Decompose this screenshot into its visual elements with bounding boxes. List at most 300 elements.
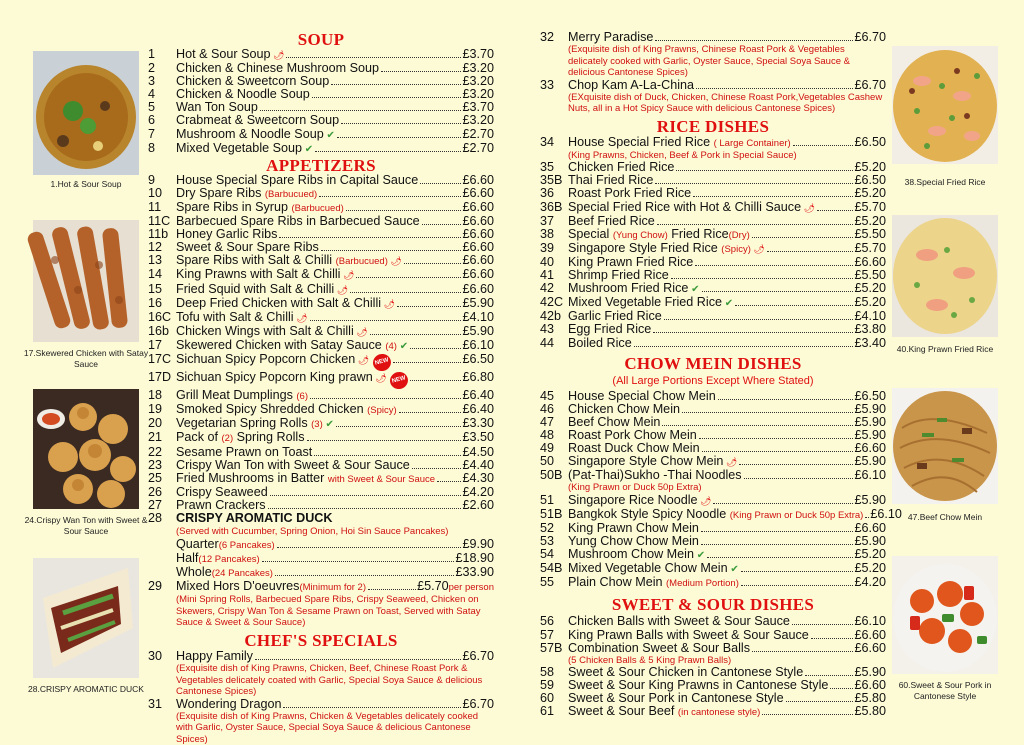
item-name	[568, 494, 711, 508]
vegetarian-leaf-icon: ✔	[323, 129, 335, 141]
item-name-text: Beef Chow Mein	[568, 414, 661, 429]
appetizer-item-14[interactable]	[148, 268, 494, 282]
leader-dots	[793, 145, 854, 146]
item-price: £5.80	[854, 691, 886, 706]
item-name-text: Wan Ton Soup	[176, 100, 258, 115]
leader-dots	[695, 265, 853, 266]
item-price: £6.60	[854, 627, 886, 642]
item-row	[540, 506, 902, 522]
duck-option-text: Quarter	[176, 537, 219, 552]
leader-dots	[314, 455, 461, 456]
section-title-appetizers: APPETIZERS	[266, 155, 376, 175]
appetizer-item-19[interactable]	[148, 403, 494, 417]
item-number: 32	[540, 30, 555, 44]
chefs-item-30[interactable]	[148, 650, 494, 698]
item-name-text: King Prawn Chow Mein	[568, 520, 699, 535]
item-name	[176, 417, 334, 431]
item-price: £6.60	[854, 440, 886, 455]
leader-dots	[713, 503, 853, 504]
item-number: 61	[540, 704, 555, 719]
item-row	[540, 242, 886, 256]
item-name	[568, 201, 815, 215]
caption-special-fried-rice: 38.Special Fried Rice	[904, 177, 986, 187]
item-price: £6.70	[854, 30, 886, 44]
item-price: £6.50	[854, 173, 886, 188]
item-name-text: House Special Spare Ribs in Capital Sauce	[176, 172, 419, 187]
leader-dots	[397, 306, 461, 307]
hors-item[interactable]	[148, 580, 494, 629]
leader-dots	[255, 659, 462, 660]
item-note: (2)	[221, 433, 234, 445]
soup-item-1[interactable]	[148, 48, 494, 62]
item-name-text: House Special Fried Rice	[568, 134, 711, 149]
soup-item-7[interactable]	[148, 128, 494, 142]
item-name-text: Grill Meat Dumplings	[176, 388, 293, 403]
item-name	[176, 353, 391, 371]
item-price: £4.40	[462, 457, 494, 472]
appetizer-item-17C[interactable]	[148, 353, 494, 371]
section-title-soup: SOUP	[297, 30, 345, 49]
item-row	[148, 187, 494, 201]
item-number: 20	[148, 416, 163, 431]
left-column	[148, 28, 494, 745]
item-name	[176, 201, 344, 215]
rice-item-38[interactable]	[540, 228, 886, 242]
item-name	[176, 187, 317, 201]
item-name-text: Barbecued Spare Ribs in Barbecued Sauce	[176, 214, 420, 229]
leader-dots	[422, 224, 462, 225]
item-name-text: Mixed Vegetable Fried Rice	[568, 295, 723, 310]
leader-dots	[744, 478, 854, 479]
item-name	[176, 371, 408, 389]
item-number: 6	[148, 113, 156, 128]
appetizer-item-10[interactable]	[148, 187, 494, 201]
item-name-text: Skewered Chicken with Satay Sauce	[176, 337, 382, 352]
item-number: 16	[148, 295, 163, 310]
caption-crispy-duck: 28.CRISPY AROMATIC DUCK	[28, 684, 144, 694]
item-price: £6.60	[854, 678, 886, 693]
caption-beef-chow-mein: 47.Beef Chow Mein	[907, 512, 983, 522]
chow-mein-item-51[interactable]	[540, 494, 886, 508]
leader-dots	[655, 183, 853, 184]
item-number: 4	[148, 87, 156, 102]
item-name-text: Beef Fried Rice	[568, 213, 655, 228]
item-number: 50B	[540, 468, 563, 483]
item-number: 13	[148, 253, 163, 268]
item-name-text: Spare Ribs in Syrup	[176, 199, 288, 214]
item-name-text: Combination Sweet & Sour Balls	[568, 640, 751, 655]
item-number: 40	[540, 254, 555, 269]
item-price: £4.30	[462, 470, 494, 485]
leader-dots	[412, 468, 462, 469]
appetizer-item-15[interactable]	[148, 283, 494, 297]
item-price: £5.50	[854, 226, 886, 241]
chefs-item-33[interactable]	[540, 79, 886, 115]
rice-item-34[interactable]	[540, 136, 886, 162]
section-title-chefs: CHEF'S SPECIALS	[244, 630, 398, 650]
item-price: £5.20	[854, 213, 886, 228]
item-row	[540, 282, 886, 296]
item-number: 58	[540, 665, 555, 680]
item-number: 51	[540, 492, 555, 507]
item-description: (5 Chicken Balls & 5 King Prawn Balls)	[568, 654, 732, 666]
chefs-list-right	[540, 31, 886, 115]
item-number: 12	[148, 240, 163, 255]
leader-dots	[393, 362, 462, 363]
price-note: per person	[448, 582, 494, 594]
item-note: (Spicy)	[367, 405, 397, 417]
leader-dots	[350, 292, 461, 293]
item-number: 42C	[540, 295, 564, 310]
item-row	[148, 371, 494, 389]
leader-dots	[786, 701, 854, 702]
leader-dots	[310, 320, 462, 321]
duck-option-text: Whole	[176, 565, 212, 580]
leader-dots	[735, 305, 853, 306]
leader-dots	[337, 137, 462, 138]
item-price: £5.20	[854, 281, 886, 296]
item-number: 57B	[540, 640, 563, 655]
item-row	[540, 548, 886, 562]
item-number: 35B	[540, 173, 563, 188]
item-note: (Medium Portion)	[666, 578, 739, 590]
item-name-text: Singapore Style Chow Mein	[568, 454, 724, 469]
item-row	[148, 353, 494, 371]
duck-option-row[interactable]	[148, 566, 494, 580]
item-number: 55	[540, 575, 555, 590]
item-price: £6.60	[462, 185, 494, 200]
chow-mein-item-50[interactable]	[540, 455, 886, 469]
item-price: £5.20	[854, 295, 886, 310]
chow-mein-item-50B[interactable]	[540, 469, 886, 494]
duck-option-row[interactable]	[148, 552, 494, 566]
item-price: £5.90	[854, 401, 886, 416]
leader-dots	[279, 237, 461, 238]
appetizer-item-21[interactable]	[148, 431, 494, 445]
duck-option-label	[176, 552, 260, 566]
item-name-text: Sichuan Spicy Popcorn King prawn	[176, 370, 373, 385]
caption-crispy-wan-ton: 24.Crispy Wan Ton with Sweet & Sour Sauce	[24, 515, 148, 536]
chili-icon: 🌶	[372, 373, 387, 384]
item-number: 36B	[540, 199, 563, 214]
item-name-text: Egg Fried Rice	[568, 322, 652, 337]
appetizer-item-16[interactable]	[148, 297, 494, 311]
item-price: £5.20	[854, 160, 886, 175]
appetizer-item-25[interactable]	[148, 472, 494, 486]
item-number: 37	[540, 213, 555, 228]
item-price: £6.60	[854, 254, 886, 269]
item-number: 39	[540, 240, 555, 255]
item-row	[540, 562, 886, 576]
item-name	[568, 642, 750, 655]
item-price: £6.50	[854, 134, 886, 149]
item-number: 43	[540, 322, 555, 337]
item-name-text: Prawn Crackers	[176, 497, 266, 512]
item-price: £3.70	[462, 100, 494, 115]
item-number: 29	[148, 579, 163, 594]
item-row	[148, 283, 494, 297]
item-number: 9	[148, 172, 156, 187]
item-price: £6.60	[462, 227, 494, 242]
duck-option-note: (6 Pancakes)	[218, 540, 275, 552]
duck-option-price: £9.90	[462, 537, 494, 552]
rice-item-44[interactable]	[540, 337, 886, 350]
item-price: £6.40	[462, 402, 494, 417]
item-number: 33	[540, 77, 555, 92]
item-price: £3.20	[462, 61, 494, 76]
leader-dots	[671, 278, 854, 279]
chow-mein-item-51B[interactable]	[540, 506, 902, 522]
item-price: £5.20	[854, 547, 886, 562]
appetizer-item-13[interactable]	[148, 254, 494, 268]
item-name	[568, 228, 750, 242]
chili-icon: 🌶	[801, 202, 816, 213]
item-number: 56	[540, 614, 555, 629]
sweet-sour-item-61[interactable]	[540, 705, 886, 719]
item-number: 8	[148, 140, 156, 155]
chili-icon: 🌶	[750, 243, 765, 254]
item-number: 17	[148, 337, 163, 352]
leader-dots	[699, 438, 854, 439]
leader-dots	[307, 440, 462, 441]
item-price: £3.30	[462, 416, 494, 431]
item-name-text: Thai Fried Rice	[568, 173, 654, 188]
item-name-text: Crispy Seaweed	[176, 484, 268, 499]
item-name-text: Vegetarian Spring Rolls	[176, 416, 308, 431]
chow-mein-item-54B[interactable]	[540, 562, 886, 576]
item-number: 48	[540, 427, 555, 442]
item-price: £3.20	[462, 87, 494, 102]
item-name	[176, 268, 354, 282]
leader-dots	[310, 398, 461, 399]
leader-dots	[693, 196, 853, 197]
item-price: £4.20	[854, 575, 886, 590]
item-name-text: Fried Mushrooms in Batter	[176, 470, 325, 485]
item-name-text: Roast Duck Chow Mein	[568, 440, 700, 455]
leader-dots	[657, 224, 854, 225]
item-number: 35	[540, 160, 555, 175]
item-number: 27	[148, 497, 163, 512]
section-title-chow-mein: CHOW MEIN DISHES	[624, 353, 802, 373]
leader-dots	[315, 151, 461, 152]
item-note: (Yung Chow)	[612, 229, 668, 241]
chefs-item-32[interactable]	[540, 31, 886, 79]
item-price: £6.10	[854, 614, 886, 629]
item-row	[148, 417, 494, 431]
item-name-text: Mixed Vegetable Soup	[176, 140, 303, 155]
item-name	[568, 548, 705, 562]
item-number: 7	[148, 126, 156, 141]
leader-dots	[676, 170, 853, 171]
item-name-text: Chicken Fried Rice	[568, 160, 675, 175]
item-price: £6.70	[462, 648, 494, 663]
item-row	[148, 297, 494, 311]
leader-dots	[262, 561, 455, 562]
appetizer-item-18[interactable]	[148, 389, 494, 403]
item-name-text: Happy Family	[176, 648, 253, 663]
item-number: 17D	[148, 370, 172, 385]
leader-dots	[701, 531, 854, 532]
item-price: £2.70	[462, 126, 494, 141]
leader-dots	[830, 688, 853, 689]
leader-dots	[437, 481, 461, 482]
leader-dots	[370, 334, 462, 335]
item-name-text: Merry Paradise	[568, 30, 654, 44]
item-number: 1	[148, 47, 156, 61]
item-name	[568, 136, 791, 150]
item-name	[568, 79, 694, 92]
item-row	[540, 455, 886, 469]
item-row	[148, 403, 494, 417]
leader-dots	[682, 412, 853, 413]
item-number: 18	[148, 388, 163, 403]
item-name-text: Sweet & Sour Chicken in Cantonese Style	[568, 665, 804, 680]
duck-options	[148, 538, 494, 580]
item-number: 3	[148, 74, 156, 89]
item-price: £6.60	[462, 199, 494, 214]
appetizer-item-17D[interactable]	[148, 371, 494, 389]
item-row	[540, 79, 886, 92]
rice-item-42[interactable]	[540, 282, 886, 296]
item-number: 54B	[540, 561, 563, 576]
item-number: 23	[148, 457, 163, 472]
leader-dots	[767, 251, 854, 252]
item-number: 16C	[148, 309, 172, 324]
appetizer-item-11[interactable]	[148, 201, 494, 215]
item-name	[568, 282, 700, 296]
rice-item-42C[interactable]	[540, 296, 886, 310]
leader-dots	[321, 250, 462, 251]
item-name-text: Mushroom & Noodle Soup	[176, 126, 324, 141]
item-price: £6.70	[854, 77, 886, 92]
item-name-text: King Prawn Balls with Sweet & Sour Sauce	[568, 627, 809, 642]
soup-item-8[interactable]	[148, 142, 494, 156]
item-number: 15	[148, 281, 163, 296]
item-price: £6.10	[854, 468, 886, 483]
appetizer-item-16C[interactable]	[148, 311, 494, 325]
appetizer-item-16b[interactable]	[148, 325, 494, 339]
chow-mein-list	[540, 388, 902, 591]
leader-dots	[664, 319, 854, 320]
item-name-text: Roast Pork Chow Mein	[568, 427, 697, 442]
item-description: (Served with Cucumber, Spring Onion, Hoi Sin Sauce Pancakes)	[176, 526, 449, 538]
item-name-text: Tofu with Salt & Chilli	[176, 309, 294, 324]
item-price: £5.70	[854, 240, 886, 255]
item-row	[148, 142, 494, 156]
sweet-sour-item-57B[interactable]	[540, 642, 886, 667]
leader-dots	[741, 585, 854, 586]
item-price: £3.20	[462, 74, 494, 89]
item-number: 10	[148, 185, 163, 200]
chow-mein-item-54[interactable]	[540, 548, 886, 562]
item-price: £6.80	[462, 370, 494, 385]
item-row	[540, 705, 886, 719]
photo-crispy-wan-ton	[33, 389, 139, 509]
item-price: £6.60	[462, 267, 494, 282]
chefs-item-31[interactable]	[148, 698, 494, 745]
item-name-text: Sweet & Sour Beef	[568, 704, 675, 719]
item-number: 42	[540, 281, 555, 296]
chow-mein-item-55[interactable]	[540, 576, 886, 590]
item-row	[148, 268, 494, 282]
item-price: £5.70	[417, 579, 449, 594]
item-name-text: Spare Ribs with Salt & Chilli	[176, 253, 333, 268]
item-price: £6.50	[462, 351, 494, 366]
leader-dots	[356, 277, 461, 278]
duck-option-note: (12 Pancakes)	[198, 554, 260, 566]
item-name-text: (Pat-Thai)Sukho -Thai Noodles	[568, 468, 742, 483]
item-number: 44	[540, 335, 555, 350]
new-badge: NEW	[371, 352, 393, 373]
item-name	[176, 128, 335, 142]
item-name	[176, 650, 253, 663]
leader-dots	[336, 426, 462, 427]
item-name	[176, 403, 397, 417]
item-number: 47	[540, 414, 555, 429]
item-price: £6.60	[854, 640, 886, 655]
duck-item[interactable]	[148, 512, 494, 580]
chili-icon: 🌶	[340, 270, 355, 281]
item-description: (King Prawns, Chicken, Beef & Pork in Special Sauce)	[568, 149, 797, 161]
item-name	[176, 297, 395, 311]
section-title-rice: RICE DISHES	[656, 116, 770, 136]
rice-item-36B[interactable]	[540, 201, 886, 215]
item-name: CRISPY AROMATIC DUCK	[176, 511, 333, 525]
leader-dots	[718, 399, 854, 400]
leader-dots	[260, 110, 462, 111]
item-number: 28	[148, 511, 163, 525]
item-name-text: Fried Squid with Salt & Chilli	[176, 281, 335, 296]
rice-item-39[interactable]	[540, 242, 886, 256]
item-number: 49	[540, 440, 555, 455]
item-number: 41	[540, 268, 555, 283]
item-price: £4.10	[462, 309, 494, 324]
item-row	[540, 494, 886, 508]
item-price: £5.50	[854, 268, 886, 283]
item-row	[148, 311, 494, 325]
leader-dots	[752, 651, 853, 652]
leader-dots	[762, 714, 853, 715]
leader-dots	[410, 380, 461, 381]
item-name	[176, 389, 308, 403]
item-row	[148, 650, 494, 663]
item-row	[148, 698, 494, 711]
item-number: 2	[148, 61, 156, 76]
chili-icon: 🌶	[387, 256, 402, 267]
caption-king-prawn-fried-rice: 40.King Prawn Fried Rice	[896, 344, 994, 354]
appetizer-item-17[interactable]	[148, 339, 494, 353]
leader-dots	[805, 675, 853, 676]
soup-list	[148, 48, 494, 156]
leader-dots	[811, 638, 854, 639]
leader-dots	[752, 237, 854, 238]
item-name-text: Chicken Wings with Salt & Chilli	[176, 323, 354, 338]
item-number: 17C	[148, 351, 172, 366]
item-name-text-2: Fried Rice	[671, 226, 729, 241]
appetizer-item-20[interactable]	[148, 417, 494, 431]
rice-list	[540, 136, 886, 350]
duck-option-row[interactable]	[148, 538, 494, 552]
item-number: 25	[148, 470, 163, 485]
vegetarian-leaf-icon: ✔	[302, 143, 314, 155]
item-name	[568, 242, 765, 256]
item-row	[148, 431, 494, 445]
item-price: £2.70	[462, 140, 494, 155]
item-price: £4.10	[854, 309, 886, 324]
item-name	[568, 562, 739, 576]
item-number: 11b	[148, 227, 169, 242]
item-number: 45	[540, 388, 555, 403]
